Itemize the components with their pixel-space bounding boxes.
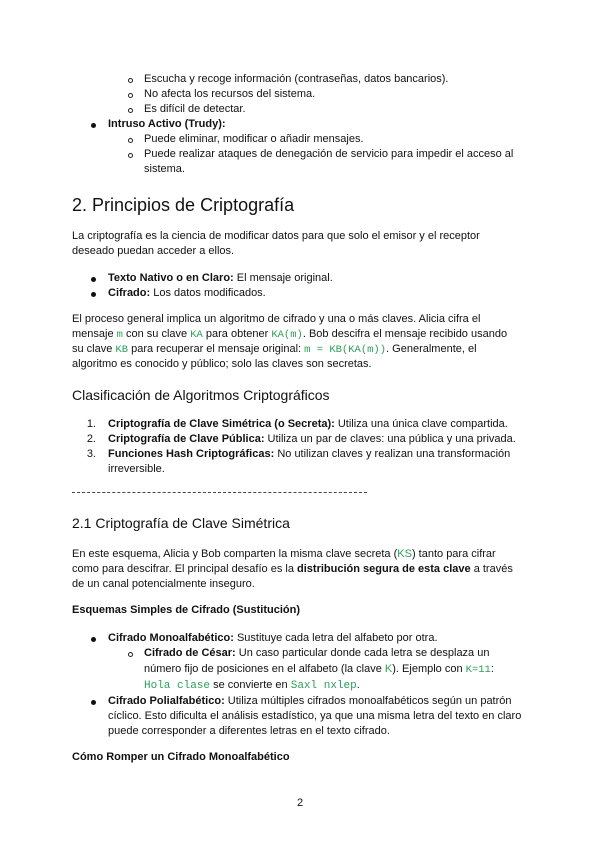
minor-heading: Cómo Romper un Cifrado Monoalfabético (72, 751, 290, 763)
list-bullet (91, 700, 96, 705)
list-item: Cifrado: Los datos modificados. (108, 287, 266, 299)
list-bullet (91, 277, 96, 282)
paragraph-line: En este esquema, Alicia y Bob comparten la misma clave secreta (KS) tanto para cifrar (72, 548, 496, 560)
list-item-continuation: cíclico. Esto dificulta el análisis estadístico, ya que una misma letra del texto en claro (108, 710, 522, 722)
list-item-continuation: irreversible. (108, 463, 165, 475)
list-number: 2. (86, 433, 96, 445)
paragraph-line: El proceso general implica un algoritmo de cifrado y una o más claves. Alicia cifra el (72, 313, 481, 325)
list-item: No afecta los recursos del sistema. (144, 88, 316, 100)
list-item: Cifrado Monoalfabético: Sustituye cada letra del alfabeto por otra. (108, 632, 438, 644)
page-number: 2 (296, 797, 304, 809)
minor-heading: Esquemas Simples de Cifrado (Sustitución) (72, 604, 300, 616)
list-circle-bullet (128, 93, 133, 98)
subsection-heading: 2.1 Criptografía de Clave Simétrica (72, 515, 290, 531)
list-bullet (91, 292, 96, 297)
list-item: Cifrado de César: Un caso particular donde cada letra se desplaza un (144, 647, 490, 659)
list-circle-bullet (128, 153, 133, 158)
paragraph-line: como para descifrar. El principal desafío es la distribución segura de esta clave a través (72, 563, 513, 575)
paragraph-line: deseado puedan acceder a ellos. (72, 245, 235, 257)
list-item-continuation: Hola clase se convierte en Saxl nxlep. (144, 679, 360, 692)
paragraph-line: mensaje m con su clave KA para obtener KA(m). Bob descifra el mensaje recibido usando (72, 328, 508, 341)
paragraph-line: algoritmo es conocido y público; solo las claves son secretas. (72, 358, 372, 370)
list-item: Puede eliminar, modificar o añadir mensajes. (144, 133, 364, 145)
list-circle-bullet (128, 108, 133, 113)
list-item-continuation: puede corresponder a diferentes letras en el texto cifrado. (108, 725, 390, 737)
list-item: Cifrado Polialfabético: Utiliza múltiples cifrados monoalfabéticos según un patrón (108, 695, 512, 707)
paragraph-line: La criptografía es la ciencia de modificar datos para que solo el emisor y el receptor (72, 230, 480, 242)
list-circle-bullet (128, 652, 133, 657)
list-item-continuation: sistema. (144, 163, 185, 175)
list-circle-bullet (128, 138, 133, 143)
list-bullet (91, 123, 96, 128)
list-item-title: Intruso Activo (Trudy): (108, 118, 226, 130)
list-circle-bullet (128, 78, 133, 83)
list-item: Es difícil de detectar. (144, 103, 246, 115)
list-item: Funciones Hash Criptográficas: No utilizan claves y realizan una transformación (108, 448, 511, 460)
list-number: 3. (86, 448, 96, 460)
list-item: Criptografía de Clave Pública: Utiliza un par de claves: una pública y una privada. (108, 433, 516, 445)
paragraph-line: de un canal potencialmente inseguro. (72, 578, 255, 590)
separator-line (72, 492, 367, 493)
list-item: Escucha y recoge información (contraseñas, datos bancarios). (144, 73, 449, 85)
list-item: Criptografía de Clave Simétrica (o Secreta): Utiliza una única clave compartida. (108, 418, 508, 430)
section-heading: 2. Principios de Criptografía (72, 195, 295, 215)
list-item-continuation: número fijo de posiciones en el alfabeto (la clave K). Ejemplo con K=11: (144, 663, 494, 676)
list-bullet (91, 637, 96, 642)
list-item: Texto Nativo o en Claro: El mensaje original. (108, 272, 333, 284)
paragraph-line: su clave KB para recuperar el mensaje original: m = KB(KA(m)). Generalmente, el (72, 343, 477, 356)
subsection-heading: Clasificación de Algoritmos Criptográficos (72, 387, 330, 403)
list-number: 1. (86, 418, 96, 430)
list-item: Puede realizar ataques de denegación de servicio para impedir el acceso al (144, 148, 514, 160)
